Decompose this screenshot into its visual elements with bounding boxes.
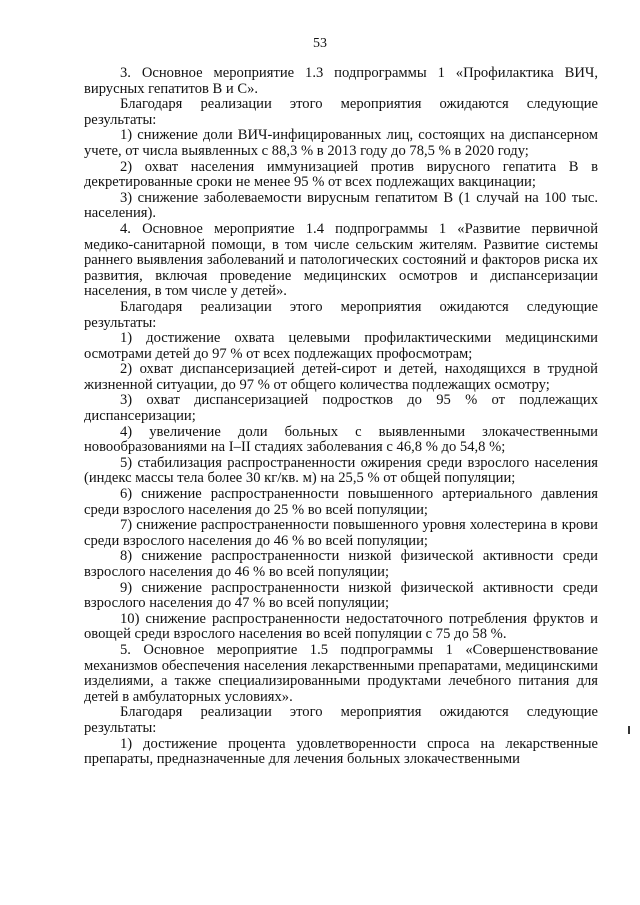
page-number: 53 [313, 36, 327, 51]
paragraph-results-intro: Благодаря реализации этого мероприятия ожидаются следующие результаты: [84, 298, 598, 331]
paragraph-3-heading: 3. Основное мероприятие 1.3 подпрограммы 1 «Профилактика ВИЧ, вирусных гепатитов В и С». [84, 65, 598, 97]
list-item: 10) снижение распространенности недостаточного потребления фруктов и овощей среди взрослого населения во всей популяции с 75 до 58 %. [84, 610, 598, 643]
list-item: 7) снижение распространенности повышенного уровня холестерина в крови среди взрослого населения до 46 % во всей популяции; [84, 517, 598, 549]
paragraph-4-heading: 4. Основное мероприятие 1.4 подпрограммы 1 «Развитие первичной медико-санитарной помощи, в том числе сельским жителям. Развитие системы раннего выявления заболеваний и патологических состояний и факторов риска их развития, включая проведение медицинских осмотров и диспансеризации населения, в том числе у детей». [84, 220, 598, 300]
list-item: 4) увеличение доли больных с выявленными злокачественными новообразованиями на I–II стадиях заболевания с 46,8 % до 54,8 %; [84, 423, 598, 456]
list-item: 2) охват диспансеризацией детей-сирот и детей, находящихся в трудной жизненной ситуации, до 97 % от общего количества подлежащих осмотру; [84, 361, 598, 393]
paragraph-5-heading: 5. Основное мероприятие 1.5 подпрограммы 1 «Совершенствование механизмов обеспечения населения лекарственными препаратами, медицинскими изделиями, а также специализированными продуктами лечебного питания для детей в амбулаторных условиях». [84, 641, 598, 705]
list-item: 1) достижение процента удовлетворенности спроса на лекарственные препараты, предназначенные для лечения больных злокачественными [84, 735, 598, 768]
list-item: 3) снижение заболеваемости вирусным гепатитом В (1 случай на 100 тыс. населения). [84, 189, 598, 222]
paragraph-results-intro: Благодаря реализации этого мероприятия ожидаются следующие результаты: [84, 96, 598, 128]
list-item: 9) снижение распространенности низкой физической активности среди взрослого населения до 47 % во всей популяции; [84, 579, 598, 612]
list-item: 1) снижение доли ВИЧ-инфицированных лиц, состоящих на диспансерном учете, от числа выявленных с 88,3 % в 2013 году до 78,5 % в 2020 году; [84, 127, 598, 159]
list-item: 8) снижение распространенности низкой физической активности среди взрослого населения до 46 % во всей популяции; [84, 548, 598, 580]
list-item: 1) достижение охвата целевыми профилактическими медицинскими осмотрами детей до 97 % от всех подлежащих профосмотрам; [84, 330, 598, 362]
body-text [84, 66, 598, 768]
paragraph-results-intro: Благодаря реализации этого мероприятия ожидаются следующие результаты: [84, 704, 598, 736]
list-item: 5) стабилизация распространенности ожирения среди взрослого населения (индекс массы тела более 30 кг/кв. м) на 25,5 % от общей популяции; [84, 454, 598, 487]
list-item: 2) охват населения иммунизацией против вирусного гепатита В в декретированные сроки не менее 95 % от всех подлежащих вакцинации; [84, 158, 598, 191]
margin-mark [628, 726, 630, 734]
list-item: 6) снижение распространенности повышенного артериального давления среди взрослого населения до 25 % во всей популяции; [84, 486, 598, 518]
list-item: 3) охват диспансеризацией подростков до 95 % от подлежащих диспансеризации; [84, 392, 598, 425]
